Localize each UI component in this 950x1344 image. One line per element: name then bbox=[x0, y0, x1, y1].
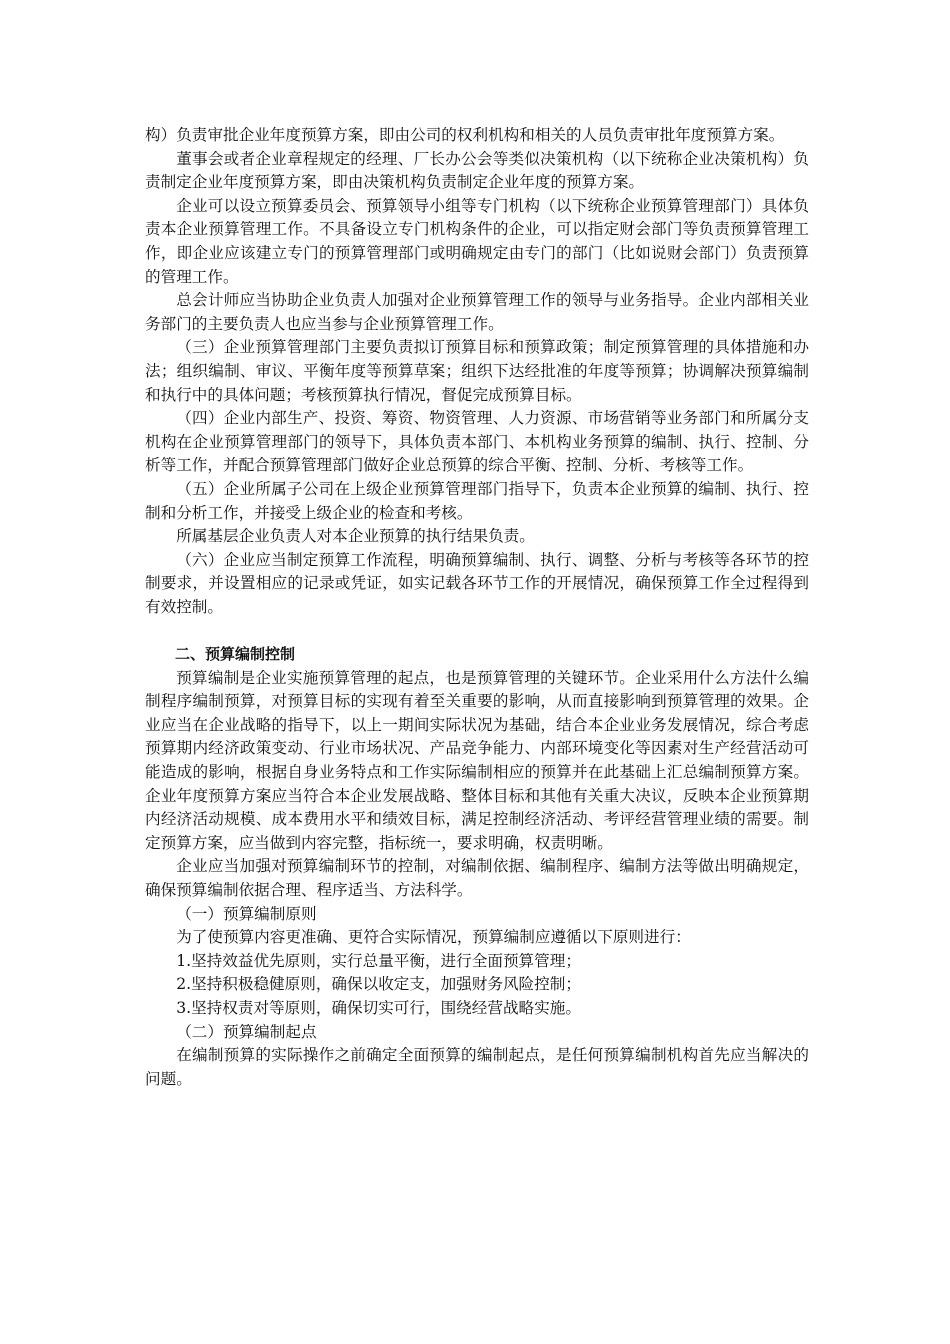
paragraph-budget-committee: 企业可以设立预算委员会、预算领导小组等专门机构（以下统称企业预算管理部门）具体负责本企业预算管理工作。不具备设立专门机构条件的企业，可以指定财会部门等负责预算管理工作，即企业应该建立专门的预算管理部门或明确规定由专门的部门（比如说财会部门）负责预算的管理工作。 bbox=[145, 196, 809, 286]
blank-line bbox=[145, 619, 809, 643]
paragraph-item-6: （六）企业应当制定预算工作流程，明确预算编制、执行、调整、分析与考核等各环节的控制要求，并设置相应的记录或凭证，如实记载各环节工作的开展情况，确保预算工作全过程得到有效控制。 bbox=[145, 550, 809, 616]
list-item-principle-3: 3.坚持权责对等原则，确保切实可行，围绕经营战略实施。 bbox=[176, 998, 581, 1017]
subheading-starting-point: （二）预算编制起点 bbox=[176, 1022, 317, 1041]
paragraph-item-4: （四）企业内部生产、投资、筹资、物资管理、人力资源、市场营销等业务部门和所属分支机构在企业预算管理部门的领导下，具体负责本部门、本机构业务预算的编制、执行、控制、分析等工作，并配合预算管理部门做好企业总预算的综合平衡、控制、分析、考核等工作。 bbox=[145, 409, 809, 475]
section-heading: 二、预算编制控制 bbox=[175, 645, 296, 664]
document-body bbox=[145, 124, 809, 1091]
list-item-principle-2: 2.坚持积极稳健原则，确保以收定支，加强财务风险控制； bbox=[176, 975, 581, 994]
paragraph-budget-compilation: 预算编制是企业实施预算管理的起点，也是预算管理的关键环节。企业采用什么方法什么编制程序编制预算，对预算目标的实现有着至关重要的影响，从而直接影响到预算管理的效果。企业应当在企业战略的指导下，以上一期间实际状况为基础，结合本企业业务发展情况，综合考虑预算期内经济政策变动、行业市场状况、产品竞争能力、内部环境变化等因素对生产经营活动可能造成的影响，根据自身业务特点和工作实际编制相应的预算并在此基础上汇总编制预算方案。企业年度预算方案应当符合本企业发展战略、整体目标和其他有关重大决议，反映本企业预算期内经济活动规模、成本费用水平和绩效目标，满足控制经济活动、考评经营管理业绩的需要。制定预算方案，应当做到内容完整，指标统一，要求明确，权责明晰。 bbox=[145, 668, 809, 852]
paragraph-decision-body: 董事会或者企业章程规定的经理、厂长办公会等类似决策机构（以下统称企业决策机构）负责制定企业年度预算方案，即由决策机构负责制定企业年度的预算方案。 bbox=[145, 149, 809, 192]
subheading-principles: （一）预算编制原则 bbox=[176, 904, 317, 923]
paragraph-chief-accountant: 总会计师应当协助企业负责人加强对企业预算管理工作的领导与业务指导。企业内部相关业务部门的主要负责人也应当参与企业预算管理工作。 bbox=[145, 291, 809, 333]
paragraph-item-5: （五）企业所属子公司在上级企业预算管理部门指导下，负责本企业预算的编制、执行、控制和分析工作，并接受上级企业的检查和考核。 bbox=[145, 479, 809, 522]
paragraph-principles-intro: 为了使预算内容更准确、更符合实际情况，预算编制应遵循以下原则进行： bbox=[176, 928, 691, 947]
list-item-principle-1: 1.坚持效益优先原则，实行总量平衡，进行全面预算管理； bbox=[176, 951, 581, 970]
paragraph-grassroots: 所属基层企业负责人对本企业预算的执行结果负责。 bbox=[176, 527, 535, 546]
paragraph-compilation-control: 企业应当加强对预算编制环节的控制，对编制依据、编制程序、编制方法等做出明确规定，确保预算编制依据合理、程序适当、方法科学。 bbox=[145, 857, 809, 899]
paragraph-starting-point: 在编制预算的实际操作之前确定全面预算的编制起点，是任何预算编制机构首先应当解决的问题。 bbox=[145, 1046, 809, 1088]
paragraph-continuation: 构）负责审批企业年度预算方案，即由公司的权利机构和相关的人员负责审批年度预算方案。 bbox=[145, 126, 785, 144]
paragraph-item-3: （三）企业预算管理部门主要负责拟订预算目标和预算政策；制定预算管理的具体措施和办法；组织编制、审议、平衡年度等预算草案；组织下达经批准的年度等预算；协调解决预算编制和执行中的具体问题；考核预算执行情况，督促完成预算目标。 bbox=[145, 338, 809, 404]
